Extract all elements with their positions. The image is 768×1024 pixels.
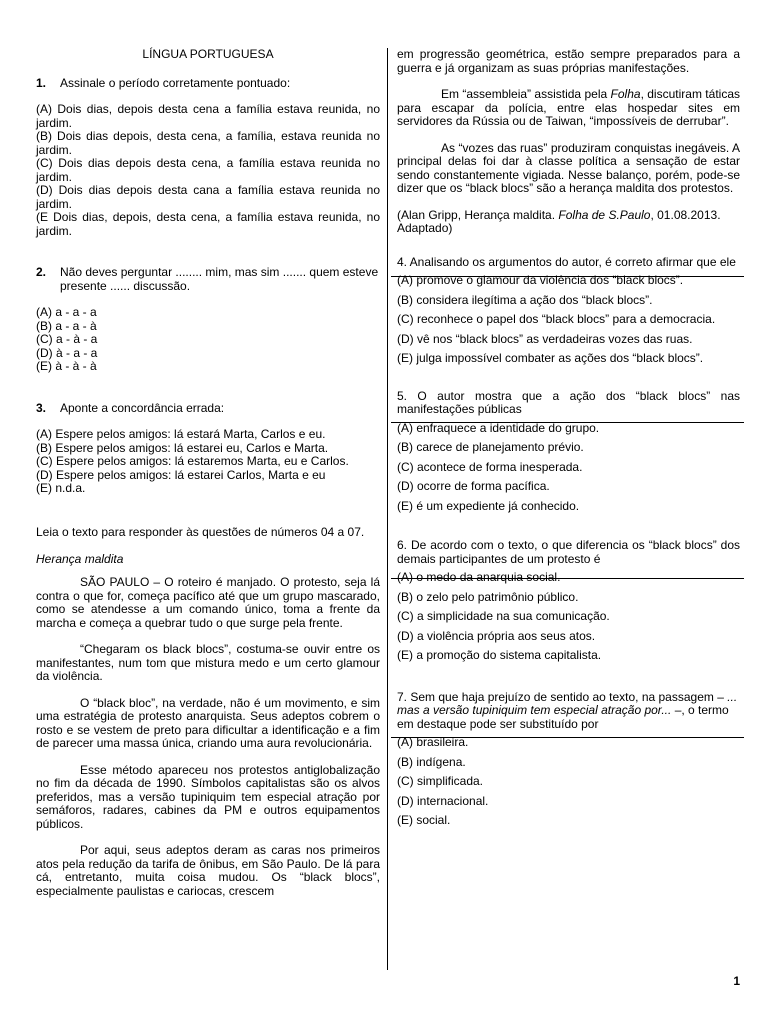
- q3-option-d: (D) Espere pelos amigos: lá estarei Carlos, Marta e eu: [36, 467, 326, 482]
- paragraph-7: As “vozes das ruas” produziram conquistas inegáveis. A principal delas foi dar à classe política a sensação de estar sendo constantemente vigiada. Nesse balanço, porém, pode-se dizer que os “black blocs” são a herança maldita dos protestos.: [397, 140, 740, 195]
- q4-option-b: (B) considera ilegítima a ação dos “black blocs”.: [397, 292, 653, 307]
- q1-option-b: (B) Dois dias depois, desta cena, a família, estava reunida no jardim.: [36, 129, 380, 157]
- q1-option-a: (A) Dois dias, depois desta cena a família estava reunida, no jardim.: [36, 102, 380, 130]
- q7-option-c: (C) simplificada.: [397, 774, 484, 788]
- question-3-stem: [36, 402, 380, 416]
- q4-option-a: (A) promove o glamour da violência dos “black blocs”.: [397, 273, 684, 287]
- q7-text-b: –, o termo em destaque pode ser substituído por: [397, 703, 729, 731]
- q5-option-b: (B) carece de planejamento prévio.: [397, 440, 584, 454]
- q3-option-b: (B) Espere pelos amigos: lá estarei eu, Carlos e Marta.: [36, 440, 329, 455]
- q6-option-e: (E) a promoção do sistema capitalista.: [397, 648, 602, 662]
- question-number: 1.: [36, 75, 47, 90]
- q1-option-e: (E Dois dias, depois, desta cena, a família estava reunida, no jardim.: [36, 210, 380, 238]
- q5-option-a: (A) enfraquece a identidade do grupo.: [397, 420, 600, 435]
- text-title: [36, 553, 380, 567]
- q1-option-c: (C) Dois dias depois desta cena, a família estava reunida no jardim.: [36, 156, 380, 184]
- q3-option-e: (E) n.d.a.: [36, 481, 86, 495]
- reading-intro: Leia o texto para responder às questões de números 04 a 07.: [36, 524, 365, 539]
- q6-option-a: (A) o medo da anarquia social.: [397, 570, 561, 584]
- question-number: 3.: [36, 400, 47, 415]
- paragraph-1: SÃO PAULO – O roteiro é manjado. O protesto, seja lá contra o que for, começa pacífico até que um grupo mascarado, como se atendesse a um comando único, toma a frente da marcha e começa a quebrar tudo o que surge pela frente.: [36, 575, 380, 630]
- q2-option-b: (B) a - a - à: [36, 318, 97, 333]
- q2-option-c: (C) a - à - a: [36, 332, 98, 346]
- q7-text-a: 7. Sem que haja prejuízo de sentido ao texto, na passagem –: [397, 689, 728, 704]
- q2-option-d: (D) à - a - a: [36, 345, 98, 360]
- q4-option-d: (D) vê nos “black blocs” as verdadeiras vozes das ruas.: [397, 331, 693, 346]
- question-text: Assinale o período corretamente pontuado:: [60, 75, 291, 90]
- source-citation: [397, 209, 740, 236]
- question-5-stem: 5. O autor mostra que a ação dos “black blocs” nas manifestações públicas: [397, 388, 740, 416]
- left-column: [36, 48, 380, 898]
- paragraph-5: Por aqui, seus adeptos deram as caras nos primeiros atos pela redução da tarifa de ônibus, em São Paulo. De lá para cá, entretanto, muita coisa mudou. Os “black blocs”, especialmente paulistas e cariocas, crescem: [36, 843, 380, 898]
- question-text: Não deves perguntar ........ mim, mas sim ....... quem esteve presente ...... discussão.: [60, 265, 379, 293]
- q5-option-d: (D) ocorre de forma pacífica.: [397, 479, 550, 493]
- q7-option-d: (D) internacional.: [397, 793, 489, 808]
- q5-option-e: (E) é um expediente já conhecido.: [397, 498, 580, 513]
- question-text: Aponte a concordância errada:: [60, 400, 225, 415]
- text-title-em: Herança maldita: [36, 551, 124, 566]
- page-number: 1: [733, 974, 740, 988]
- q3-option-a: (A) Espere pelos amigos: lá estará Marta, Carlos e eu.: [36, 427, 326, 441]
- q6-option-d: (D) a violência própria aos seus atos.: [397, 628, 596, 643]
- p6-text-a: Em “assembleia” assistida pela: [441, 87, 611, 101]
- q6-option-c: (C) a simplicidade na sua comunicação.: [397, 609, 610, 623]
- question-number: 2.: [36, 265, 47, 279]
- q2-option-a: (A) a - a - a: [36, 305, 97, 319]
- paragraph-3: O “black bloc”, na verdade, não é um movimento, e sim uma estratégia de protesto anarquista. Seus adeptos cobrem o rosto e se vestem de preto para dificultar a identificação e a fim de parecer uma massa única, criando uma aura revolucionária.: [36, 695, 380, 750]
- source-publication: Folha de S.Paulo: [558, 207, 651, 222]
- page-title: LÍNGUA PORTUGUESA: [142, 47, 274, 61]
- q6-option-b: (B) o zelo pelo patrimônio público.: [397, 589, 579, 604]
- q5-option-c: (C) acontece de forma inesperada.: [397, 459, 583, 474]
- p6-emphasis: Folha: [610, 87, 641, 101]
- paragraph-4: Esse método apareceu nos protestos antiglobalização no fim da década de 1990. Símbolos capitalistas são os alvos preferidos, mas a versão tupiniquim tem especial atração por semáforos, radares, cabines da PM e outros equipamentos públicos.: [36, 762, 380, 831]
- q7-option-b: (B) indígena.: [397, 754, 466, 769]
- question-6-stem: 6. De acordo com o texto, o que diferencia os “black blocs” dos demais participantes de um protesto é: [397, 538, 740, 566]
- q7-option-e: (E) social.: [397, 813, 451, 827]
- q4-option-e: (E) julga impossível combater as ações dos “black blocs”.: [397, 351, 704, 365]
- paragraph-2: “Chegaram os black blocs”, costuma-se ouvir entre os manifestantes, num tom que mistura medo e um certo glamour da violência.: [36, 642, 380, 683]
- q3-option-c: (C) Espere pelos amigos: lá estaremos Marta, eu e Carlos.: [36, 454, 349, 468]
- source-a: (Alan Gripp, Herança maldita.: [397, 207, 559, 222]
- paragraph-6: [397, 88, 740, 129]
- q2-option-e: (E) à - à - à: [36, 359, 97, 373]
- p6-text-b: , discutiram táticas para escapar da polícia, entre elas hospedar sites em servidores da Rússia ou de Taiwan, “impossíveis de derrubar”.: [397, 87, 740, 128]
- q4-option-c: (C) reconhece o papel dos “black blocs” para a democracia.: [397, 312, 716, 326]
- paragraph-5-continued: em progressão geométrica, estão sempre preparados para a guerra e já organizam as suas próprias manifestações.: [397, 47, 740, 75]
- question-2-stem: [36, 266, 380, 293]
- right-column: [397, 48, 740, 834]
- source-b: , 01.08.2013. Adaptado): [397, 207, 721, 235]
- question-1-stem: [36, 77, 380, 91]
- question-7-stem: [397, 691, 740, 732]
- q7-option-a: (A) brasileira.: [397, 735, 469, 749]
- q7-highlight: ... mas a versão tupiniquim tem especial atração por...: [397, 689, 738, 717]
- question-4-stem: 4. Analisando os argumentos do autor, é correto afirmar que ele: [397, 254, 736, 269]
- q1-option-d: (D) Dois dias depois desta cana a família estava reunida no jardim.: [36, 183, 380, 211]
- column-divider: [387, 48, 388, 970]
